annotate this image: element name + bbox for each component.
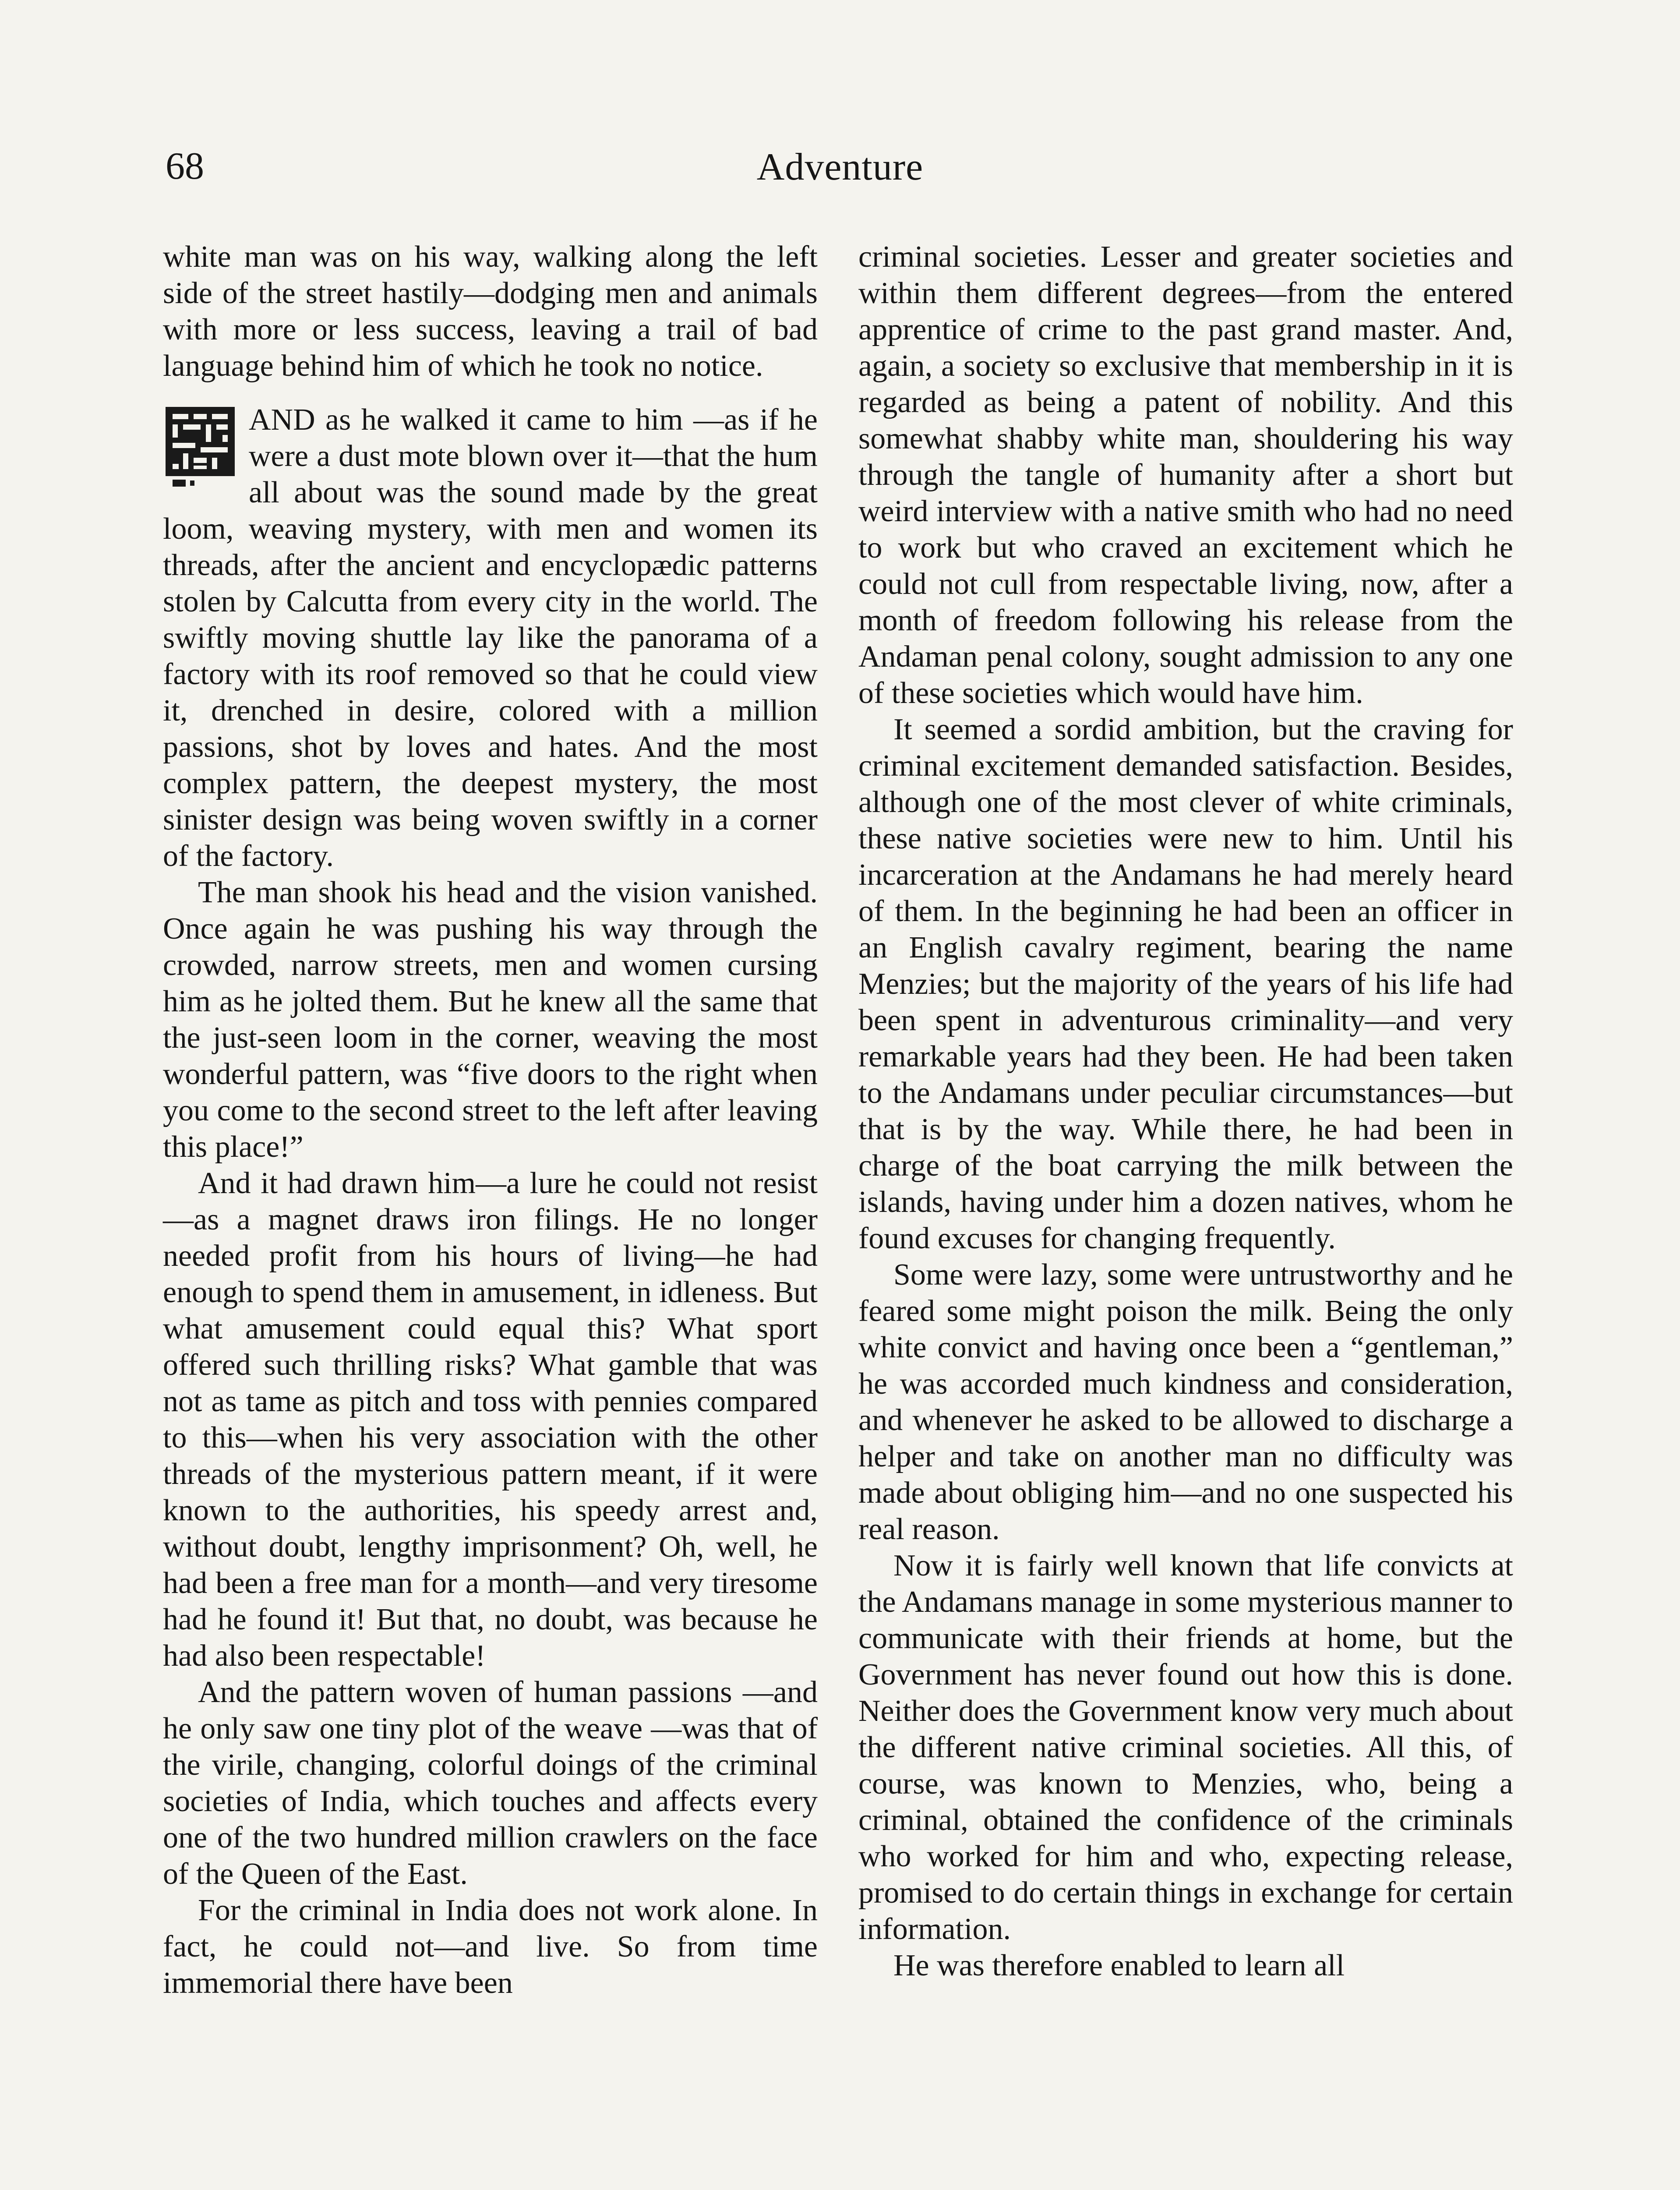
page-number: 68 (166, 145, 204, 187)
left-column (163, 239, 818, 2001)
paragraph: Now it is fairly well known that life convicts at the Andamans manage in some mysterious manner to communicate with their friends at home, but the Government has never found out how this is done. Neither does the Government know very much about the different native criminal societies. All this, of course, was known to Menzies, who, being a criminal, obtained the confidence of the criminals who worked for him and who, expecting release, promised to do certain things in exchange for certain information. (858, 1549, 1513, 1946)
paragraph: The man shook his head and the vision vanished. Once again he was pushing his way through the crowded, narrow streets, men and women cursing him as he jolted them. But he knew all the same that the just-seen loom in the corner, weaving the most wonderful pattern, was “five doors to the right when you come to the second street to the left after leaving this place!” (163, 876, 818, 1164)
paragraph: It seemed a sordid ambition, but the craving for criminal excitement demanded satisfaction. Besides, although one of the most clever of white criminals, these native societies were new to him. Until his incarceration at the Andamans he had merely heard of them. In the beginning he had been an officer in an English cavalry regiment, bearing the name Menzies; but the majority of the years of his life had been spent in adventurous criminality—and very remarkable years had they been. He had been taken to the Andamans under peculiar circumstances—but that is by the way. While there, he had been in charge of the boat carrying the milk between the islands, having under him a dozen natives, whom he found excuses for changing frequently. (858, 713, 1513, 1255)
running-head: Adventure (756, 146, 924, 188)
paragraph-text: AND as he walked it came to him —as if he were a dust mote blown over it—that the hum all about was the sound made by the great loom, weaving mystery, with men and women its threads, after the ancient and encyclopædic patterns stolen by Calcutta from every city in the world. The swiftly moving shuttle lay like the panorama of a factory with its roof removed so that he could view it, drenched in desire, colored with a million passions, shot by loves and hates. And the most complex pattern, the deepest mystery, the most sinister design was being woven swiftly in a corner of the factory. (163, 403, 818, 873)
paragraph: He was therefore enabled to learn all (893, 1949, 1345, 1982)
right-column (858, 239, 1513, 1984)
paragraph: And the pattern woven of human passions —and he only saw one tiny plot of the weave —was that of the virile, changing, colorful doings of the criminal societies of India, which touches and affects every one of the two hundred million crawlers on the face of the Queen of the East. (163, 1675, 818, 1891)
paragraph: criminal societies. Lesser and greater societies and within them different degrees—from the entered apprentice of crime to the past grand master. And, again, a society so exclusive that membership in it is regarded as being a patent of nobility. And this somewhat shabby white man, shouldering his way through the tangle of humanity after a short but weird interview with a native smith who had no need to work but who craved an excitement which he could not cull from respectable living, now, after a month of freedom following his release from the Andaman penal colony, sought admission to any one of these societies which would have him. (858, 240, 1513, 710)
paragraph: white man was on his way, walking along the left side of the street hastily—dodging men and animals with more or less success, leaving a trail of bad language behind him of which he took no notice. (163, 240, 818, 383)
paragraph: For the criminal in India does not work alone. In fact, he could not—and live. So from time immemorial there have been (163, 1893, 818, 2000)
paragraph: And it had drawn him—a lure he could not resist—as a magnet draws iron filings. He no longer needed profit from his hours of living—he had enough to spend them in amusement, in idleness. But what amusement could equal this? What sport offered such thrilling risks? What gamble that was not as tame as pitch and toss with pennies compared to this—when his very association with the other threads of the mysterious pattern meant, if it were known to the authorities, his speedy arrest and, without doubt, lengthy imprisonment? Oh, well, he had been a free man for a month—and very tiresome had he found it! But that, no doubt, was because he had also been respectable! (163, 1166, 818, 1673)
paragraph (163, 402, 818, 874)
ornamental-initial-icon (163, 404, 237, 490)
paragraph: Some were lazy, some were untrustworthy and he feared some might poison the milk. Being the only white convict and having once been a “gentleman,” he was accorded much kindness and consideration, and whenever he asked to be allowed to discharge a helper and take on another man no difficulty was made about obliging him—and no one suspected his real reason. (858, 1258, 1513, 1546)
